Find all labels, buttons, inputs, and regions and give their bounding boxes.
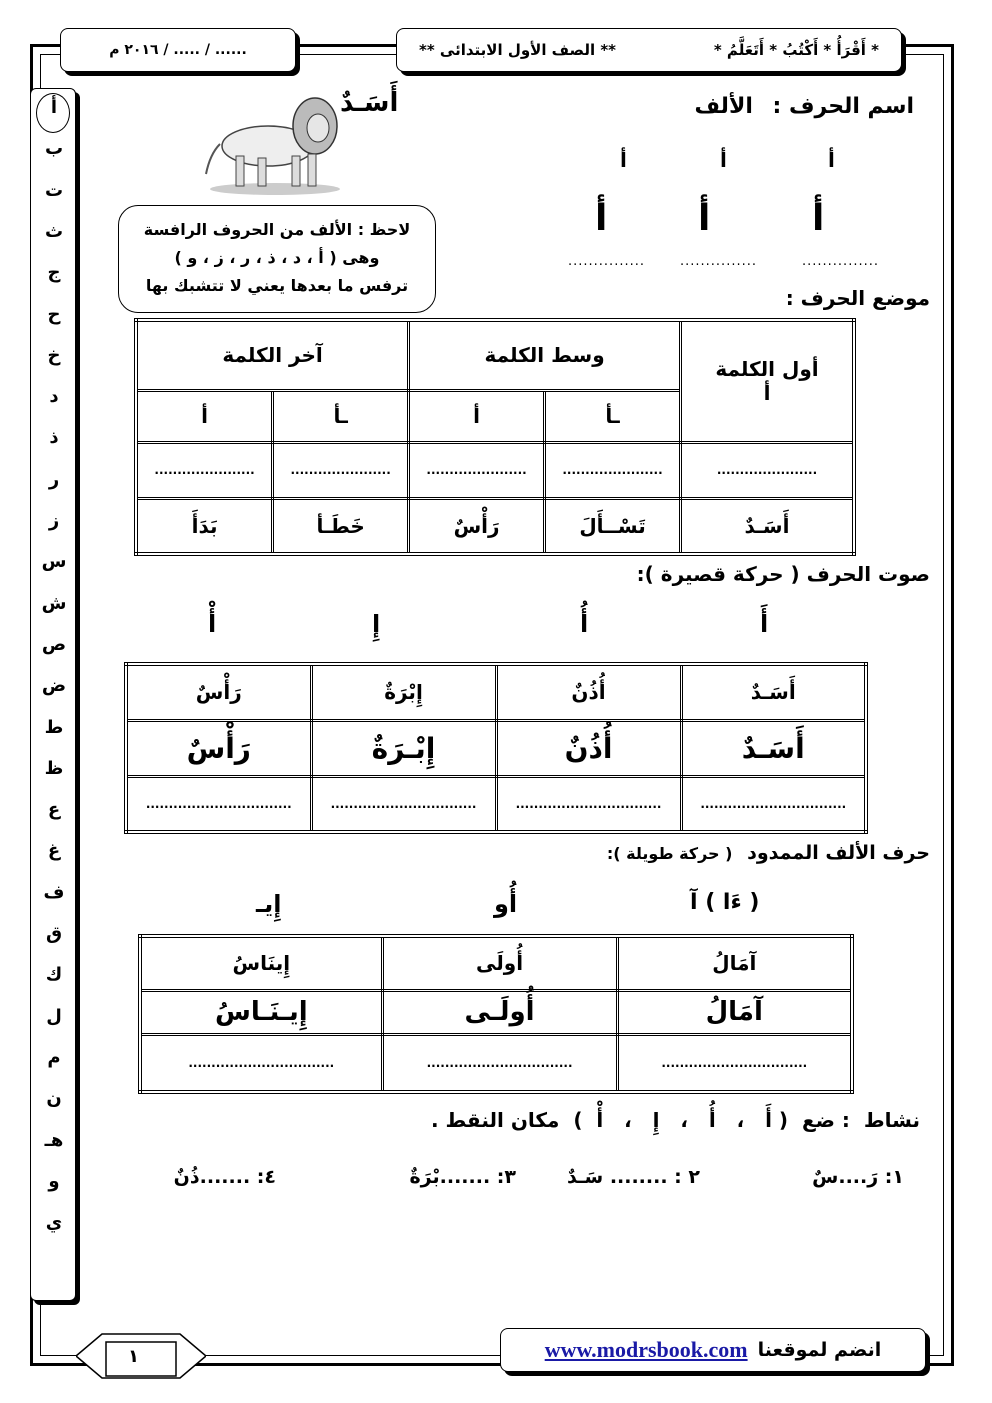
long-vowel-alef: ( ءَا ) آ	[690, 890, 760, 915]
col-header-middle: وسط الكلمة	[409, 320, 681, 390]
word-first: أَسَـدٌ	[681, 498, 855, 554]
practice-letter-big-1: أ	[812, 198, 825, 239]
long-vowel-waw: أُو	[494, 890, 518, 918]
sv-big-4: رَأْسٌ	[126, 720, 311, 776]
form-mid-alone: أ	[409, 390, 545, 442]
sidebar-letter: ر	[48, 468, 60, 490]
long-vowels-title: حرف الألف الممدود	[747, 842, 930, 864]
example-word-top: أَسَـدٌ	[340, 88, 399, 118]
long-vowels-note: ( حركة طويلة ):	[606, 844, 733, 863]
letter-name-label: اسم الحرف :	[772, 94, 914, 119]
sidebar-letter: ت	[44, 179, 64, 201]
form-last-alone: أ	[136, 390, 273, 442]
short-vowels-heading: صوت الحرف ( حركة قصيرة ):	[636, 562, 930, 586]
sidebar-letter: ظ	[44, 757, 64, 779]
letter-name-value: الألف	[694, 94, 753, 119]
activity-item-3: ٣: .......بْرَةٌ	[409, 1166, 516, 1188]
long-vowel-ya: إِيـ	[256, 890, 282, 918]
sv-word-3: إِبْرَةٌ	[311, 664, 496, 720]
sidebar-letter: غ	[47, 840, 61, 862]
page-number: ١	[128, 1346, 139, 1367]
website-link[interactable]: www.modrsbook.com	[544, 1337, 748, 1362]
practice-letter-big-3: أ	[595, 198, 608, 239]
date-box	[60, 28, 296, 72]
dots-last-alone: ......................	[136, 442, 273, 498]
sidebar-letter: ف	[43, 881, 65, 903]
activity-item-4: ٤: .......ذُنٌ	[173, 1166, 276, 1188]
form-last-joined: ـأ	[273, 390, 409, 442]
lv-dots-1: ................................	[617, 1034, 852, 1092]
sv-word-4: رَأْسٌ	[126, 664, 311, 720]
dots-last-joined: ......................	[273, 442, 409, 498]
sidebar-letter: هـ	[44, 1129, 64, 1151]
title-box	[396, 28, 902, 72]
lion-illustration	[200, 84, 350, 196]
col-header-first: أول الكلمة أ	[681, 320, 855, 442]
website-box	[500, 1328, 926, 1372]
short-vowel-fatha: أَ	[760, 610, 769, 638]
practice-letter-small-3: أ	[620, 148, 627, 172]
sidebar-letter: و	[48, 1170, 60, 1192]
sidebar-letter: ز	[48, 510, 60, 531]
note-line-1: لاحظ : الألف من الحروف الرافسة	[143, 220, 411, 239]
writing-dots-2: ...............	[680, 254, 757, 269]
activity-item-1: ١: رَ....سٌ	[812, 1166, 904, 1188]
note-line-2: وهى ( أ ، د ، ذ ، ر ، ز ، و )	[174, 248, 380, 267]
sv-word-1: أَسَـدٌ	[681, 664, 866, 720]
short-vowel-kasra: إِ	[372, 610, 381, 638]
practice-letter-small-1: أ	[828, 148, 835, 172]
lv-big-1: آمَالُ	[617, 990, 852, 1034]
sidebar-letter: أ	[50, 97, 58, 118]
activity-heading: نشاط : ضع ( أَ ، أُ ، إِ ، أْ ) مكان النقط .	[430, 1108, 920, 1132]
sv-big-3: إِبْـرَةٌ	[311, 720, 496, 776]
word-mid-alone: رَأْسٌ	[409, 498, 545, 554]
note-line-3: ترفس ما بعدها يعني لا تتشبك بها	[145, 276, 409, 295]
grade-title: ** الصف الأول الابتدائى **	[419, 41, 617, 59]
activity-item-2: ٢ : ........ سَـدٌ	[567, 1166, 700, 1188]
word-mid-joined: تَسْــأَلَ	[545, 498, 681, 554]
short-vowels-table	[124, 662, 868, 834]
sidebar-letter: ح	[47, 303, 61, 325]
sv-dots-4: ................................	[126, 776, 311, 832]
lv-dots-2: ................................	[382, 1034, 617, 1092]
date-text: ...... / ..... / ٢٠١٦ م	[109, 42, 247, 58]
sv-dots-1: ................................	[681, 776, 866, 832]
lesson-motto: * أَقْرَأُ * أَكْتُبُ * أَتَعَلَّمُ *	[713, 41, 879, 59]
sidebar-letter: ك	[45, 964, 63, 986]
note-bubble	[118, 205, 436, 313]
form-first: أ	[763, 381, 771, 406]
lv-big-2: أُولَـى	[382, 990, 617, 1034]
sidebar-letter: خ	[47, 344, 61, 366]
page-number-badge	[76, 1330, 206, 1382]
alphabet-sidebar	[30, 88, 76, 1301]
practice-letter-big-2: أ	[698, 198, 711, 239]
dots-first: ......................	[681, 442, 855, 498]
short-vowel-sukun: أْ	[208, 610, 217, 638]
word-last-joined: خَطَـأ	[273, 498, 409, 554]
sv-word-2: أُذُنٌ	[496, 664, 681, 720]
sv-dots-3: ................................	[311, 776, 496, 832]
dots-mid-joined: ......................	[545, 442, 681, 498]
sidebar-letter: ل	[46, 1005, 62, 1027]
sidebar-letter: م	[47, 1046, 61, 1068]
sidebar-letter: ن	[46, 1088, 62, 1110]
sidebar-letter: ص	[41, 633, 67, 655]
join-label: انضم لموقعنا	[757, 1339, 882, 1361]
sidebar-letter: ع	[47, 799, 61, 821]
dots-mid-alone: ......................	[409, 442, 545, 498]
sidebar-letter: ض	[41, 675, 67, 697]
sv-big-2: أُذُنٌ	[496, 720, 681, 776]
practice-letter-small-2: أ	[720, 148, 727, 172]
sidebar-letter: ط	[44, 716, 64, 738]
sidebar-letter: ذ	[49, 427, 59, 449]
sidebar-letter: ق	[45, 923, 63, 944]
sv-dots-2: ................................	[496, 776, 681, 832]
short-vowel-damma: أُ	[580, 610, 589, 638]
long-vowels-table	[138, 934, 854, 1094]
writing-dots-1: ...............	[802, 254, 879, 269]
position-table	[134, 318, 856, 556]
position-heading: موضع الحرف :	[785, 286, 930, 310]
lv-word-3: إِينَاسُ	[140, 936, 382, 990]
sv-big-1: أَسَـدٌ	[681, 720, 866, 776]
sidebar-letter: ث	[44, 220, 64, 242]
letter-name-heading	[694, 94, 914, 119]
sidebar-letter: س	[41, 551, 67, 573]
writing-dots-3: ...............	[568, 254, 645, 269]
form-mid-joined: ـأ	[545, 390, 681, 442]
sidebar-letter: ش	[41, 592, 67, 614]
lv-word-1: آمَالُ	[617, 936, 852, 990]
sidebar-letter: د	[49, 386, 59, 408]
sidebar-letter: ب	[44, 138, 64, 160]
long-vowels-heading	[607, 842, 930, 864]
word-last-alone: بَدَأَ	[136, 498, 273, 554]
lv-dots-3: ................................	[140, 1034, 382, 1092]
sidebar-letter: ي	[45, 1212, 63, 1234]
lv-word-2: أُولَى	[382, 936, 617, 990]
col-header-last: آخر الكلمة	[136, 320, 409, 390]
sidebar-letter: ج	[47, 262, 61, 284]
lv-big-3: إِيـنَـاسُ	[140, 990, 382, 1034]
